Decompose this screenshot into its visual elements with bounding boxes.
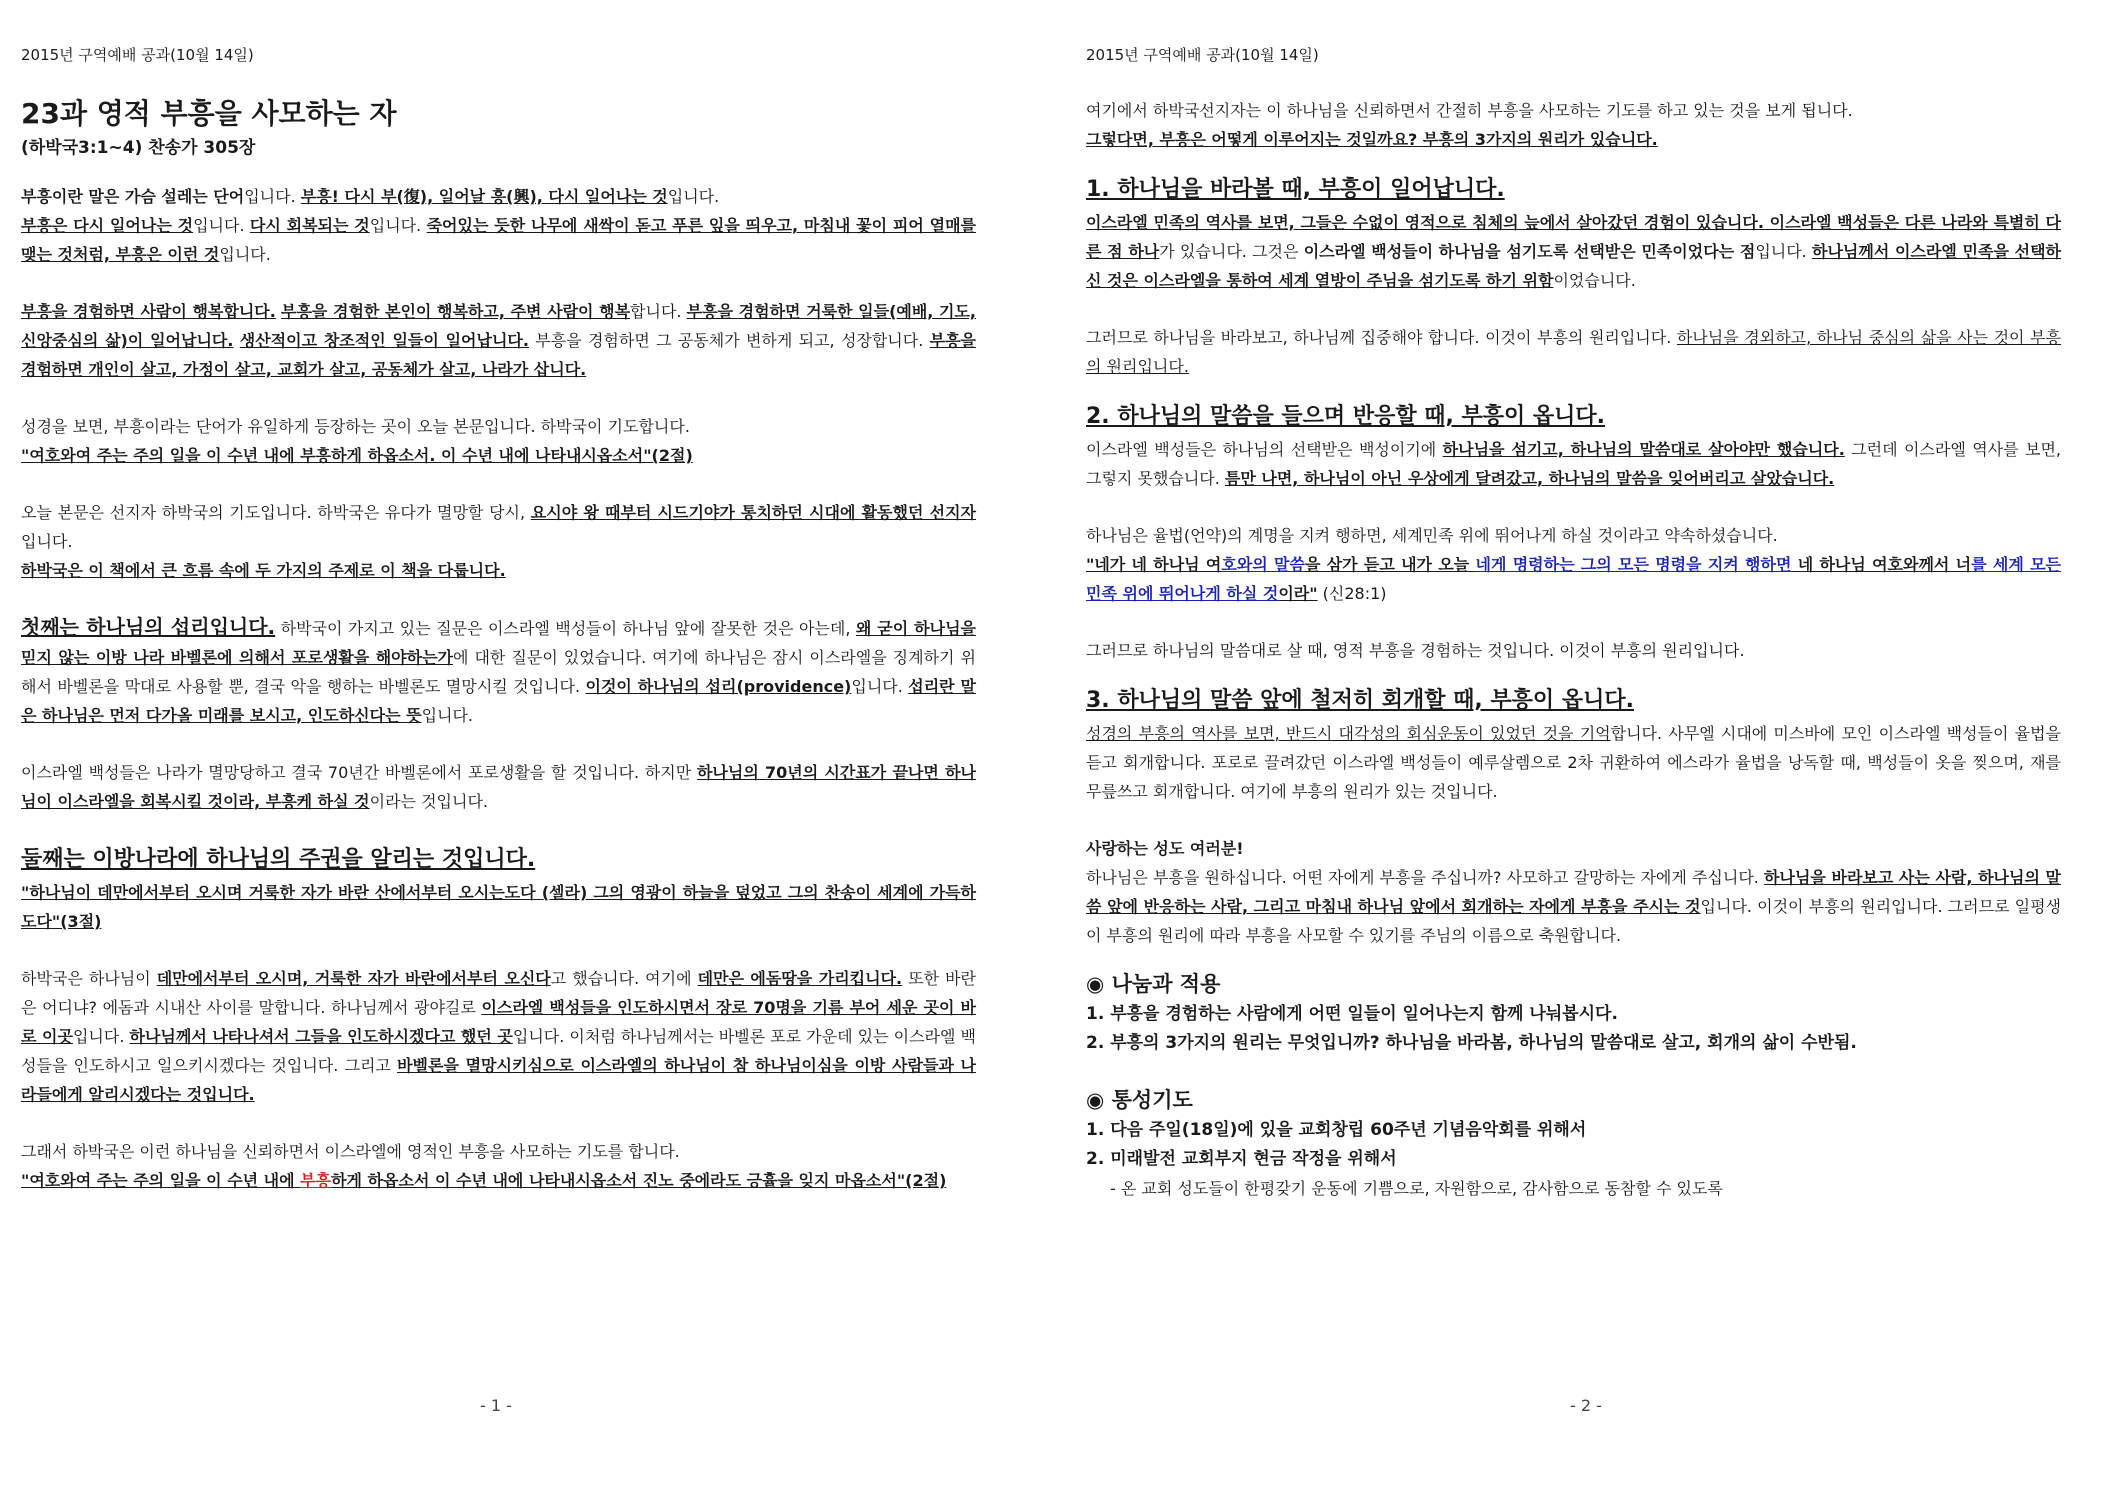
list-item: 2. 부흥의 3가지의 원리는 무엇입니까? 하나님을 바라봄, 하나님의 말씀대로 살고, 회개의 삶이 수반됨.	[1086, 1033, 1857, 1053]
principle-3-text: 성경의 부흥의 역사를 보면, 반드시 대각성의 회심운동이 있었던 것을 기억합니다. 사무엘 시대에 미스바에 모인 이스라엘 백성들이 율법을 듣고 회개합니다. 포로로 끌려갔던 이스라엘 백성들이 예루살렘으로 2차 귀환하여 에스라가 율법을 낭독할 때, 백성들이 옷을 찢으며, 재를 무릎쓰고 회개합니다. 여기에 부흥의 원리가 있는 것입니다.	[1086, 724, 2062, 801]
lesson-subtitle: (하박국3:1~4) 찬송가 305장	[21, 138, 256, 158]
list-item: 1. 다음 주일(18일)에 있을 교회창립 60주년 기념음악회를 위해서	[1086, 1120, 1587, 1140]
page-2-body	[1086, 96, 2061, 1203]
page-1-body	[21, 96, 976, 1195]
paragraph-teman: 하박국은 하나님이 데만에서부터 오시며, 거룩한 자가 바란에서부터 오신다고 했습니다. 여기에 데만은 에돔땅을 가리킵니다. 또한 바란은 어디냐? 에돔과 시내산 사이를 말합니다. 하나님께서 광야길로 이스라엘 백성들을 인도하시면서 장로 70명을 기름 부어 세운 곳이 바로 이곳입니다. 하나님께서 나타나셔서 그들을 인도하시겠다고 했던 곳입니다. 이처럼 하나님께서는 바벨론 포로 가운데 있는 이스라엘 백성들을 인도하시고 일으키시겠다는 것입니다. 그리고 바벨론을 멸망시키심으로 이스라엘의 하나님이 참 하나님이심을 이방 사람들과 나라들에게 알리시겠다는 것입니다.	[21, 969, 976, 1104]
share-apply-heading: ◉ 나눔과 적용	[1086, 972, 1221, 996]
principle-2-text: 이스라엘 백성들은 하나님의 선택받은 백성이기에 하나님을 섬기고, 하나님의 말씀대로 살아야만 했습니다. 그런데 이스라엘 역사를 보면, 그렇지 못했습니다. 틈만 나면, 하나님이 아닌 우상에게 달려갔고, 하나님의 말씀을 잊어버리고 살았습니다.	[1086, 440, 2062, 488]
paragraph-providence: 첫째는 하나님의 섭리입니다. 하박국이 가지고 있는 질문은 이스라엘 백성들이 하나님 앞에 잘못한 것은 아는데, 왜 굳이 하나님을 믿지 않는 이방 나라 바벨론에 의해서 포로생활을 해야하는가에 대한 질문이 있었습니다. 여기에 하나님은 잠시 이스라엘을 징계하기 위해서 바벨론을 막대로 사용할 뿐, 결국 악을 행하는 바벨론도 멸망시킬 것입니다. 이것이 하나님의 섭리(providence)입니다. 섭리란 말은 하나님은 먼저 다가올 미래를 보시고, 인도하신다는 뜻입니다.	[21, 615, 976, 725]
prayer-heading: ◉ 통성기도	[1086, 1088, 1193, 1112]
principle-2-verse: 하나님은 율법(언약)의 계명을 지켜 행하면, 세계민족 위에 뛰어나게 하실 것이라고 약속하셨습니다. "네가 네 하나님 여호와의 말씀을 삼가 듣고 내가 오늘 네게 명령하는 그의 모든 명령을 지켜 행하면 네 하나님 여호와께서 너를 세계 모든 민족 위에 뛰어나게 하실 것이라" (신28:1)	[1086, 526, 2061, 603]
paragraph-revival-meaning: 부흥이란 말은 가슴 설레는 단어입니다. 부흥! 다시 부(復), 일어날 흥(興), 다시 일어나는 것입니다. 부흥은 다시 일어나는 것입니다. 다시 회복되는 것입니다. 죽어있는 듯한 나무에 새싹이 돋고 푸른 잎을 띄우고, 마침내 꽃이 피어 열매를 맺는 것처럼, 부흥은 이런 것입니다.	[21, 187, 976, 264]
share-apply-list	[1086, 1000, 2061, 1058]
paragraph-closing-prayer: 그래서 하박국은 이런 하나님을 신뢰하면서 이스라엘에 영적인 부흥을 사모하는 기도를 합니다. "여호와여 주는 주의 일을 이 수년 내에 부흥하게 하옵소서 이 수년 내에 나타내시옵소서 진노 중에라도 긍휼을 잊지 마옵소서"(2절)	[21, 1142, 947, 1190]
list-subitem: - 온 교회 성도들이 한평갖기 운동에 기쁨으로, 자원함으로, 감사함으로 동참할 수 있도록	[1110, 1179, 1723, 1198]
page-header: 2015년 구역예배 공과(10월 14일)	[1086, 46, 1319, 64]
list-item: 1. 부흥을 경험하는 사람에게 어떤 일들이 일어나는지 함께 나눠봅시다.	[1086, 1004, 1618, 1024]
lesson-title: 23과 영적 부흥을 사모하는 자	[21, 97, 397, 130]
principle-1-heading: 1. 하나님을 바라볼 때, 부흥이 일어납니다.	[1086, 177, 1505, 202]
paragraph-habakkuk: 오늘 본문은 선지자 하박국의 기도입니다. 하박국은 유다가 멸망할 당시, 요시야 왕 때부터 시드기야가 통치하던 시대에 활동했던 선지자입니다. 하박국은 이 책에서 큰 흐름 속에 두 가지의 주제로 이 책을 다룹니다.	[21, 503, 976, 580]
principle-2-heading: 2. 하나님의 말씀을 들으며 반응할 때, 부흥이 옵니다.	[1086, 404, 1606, 429]
page-2	[1052, 0, 2104, 1488]
paragraph-seventy-years: 이스라엘 백성들은 나라가 멸망당하고 결국 70년간 바벨론에서 포로생활을 할 것입니다. 하지만 하나님의 70년의 시간표가 끝나면 하나님이 이스라엘을 회복시킬 것이라, 부흥케 하실 것이라는 것입니다.	[21, 763, 976, 811]
page-header: 2015년 구역예배 공과(10월 14일)	[21, 46, 254, 64]
page-number: - 1 -	[480, 1396, 512, 1415]
principle-1-conclusion: 그러므로 하나님을 바라보고, 하나님께 집중해야 합니다. 이것이 부흥의 원리입니다. 하나님을 경외하고, 하나님 중심의 삶을 사는 것이 부흥의 원리입니다.	[1086, 328, 2061, 376]
paragraph-scripture-intro: 성경을 보면, 부흥이라는 단어가 유일하게 등장하는 곳이 오늘 본문입니다. 하박국이 기도합니다. "여호와여 주는 주의 일을 이 수년 내에 부흥하게 하옵소서. 이 수년 내에 나타내시옵소서"(2절)	[21, 417, 693, 465]
principle-1-text: 이스라엘 민족의 역사를 보면, 그들은 수없이 영적으로 침체의 늪에서 살아갔던 경험이 있습니다. 이스라엘 백성들은 다른 나라와 특별히 다른 점 하나가 있습니다. 그것은 이스라엘 백성들이 하나님을 섬기도록 선택받은 민족이었다는 점입니다. 하나님께서 이스라엘 민족을 선택하신 것은 이스라엘을 통하여 세계 열방이 주님을 섬기도록 하기 위함이었습니다.	[1086, 213, 2061, 290]
paragraph-revival-experience: 부흥을 경험하면 사람이 행복합니다. 부흥을 경험한 본인이 행복하고, 주변 사람이 행복합니다. 부흥을 경험하면 거룩한 일들(예배, 기도, 신앙중심의 삶)이 일어납니다. 생산적이고 창조적인 일들이 일어납니다. 부흥을 경험하면 그 공동체가 변하게 되고, 성장합니다. 부흥을 경험하면 개인이 살고, 가정이 살고, 교회가 살고, 공동체가 살고, 나라가 삽니다.	[21, 302, 976, 379]
section-heading-second: 둘째는 이방나라에 하나님의 주권을 알리는 것입니다.	[21, 847, 536, 872]
paragraph-intro: 여기에서 하박국선지자는 이 하나님을 신뢰하면서 간절히 부흥을 사모하는 기도를 하고 있는 것을 보게 됩니다. 그렇다면, 부흥은 어떻게 이루어지는 것일까요? 부흥의 3가지의 원리가 있습니다.	[1086, 101, 1853, 149]
prayer-list	[1086, 1116, 2061, 1203]
principle-3-heading: 3. 하나님의 말씀 앞에 철저히 회개할 때, 부흥이 옵니다.	[1086, 688, 1634, 713]
exhortation: 사랑하는 성도 여러분! 하나님은 부흥을 원하십니다. 어떤 자에게 부흥을 주십니까? 사모하고 갈망하는 자에게 주십니다. 하나님을 바라보고 사는 사람, 하나님의 말씀 앞에 반응하는 사람, 그리고 마침내 하나님 앞에서 회개하는 자에게 부흥을 주시는 것입니다. 이것이 부흥의 원리입니다. 그러므로 일평생 이 부흥의 원리에 따라 부흥을 사모할 수 있기를 주님의 이름으로 축원합니다.	[1086, 839, 2061, 945]
principle-2-conclusion: 그러므로 하나님의 말씀대로 살 때, 영적 부흥을 경험하는 것입니다. 이것이 부흥의 원리입니다.	[1086, 641, 1745, 660]
list-item: 2. 미래발전 교회부지 현금 작정을 위해서	[1086, 1149, 1397, 1169]
paragraph-verse-3: "하나님이 데만에서부터 오시며 거룩한 자가 바란 산에서부터 오시는도다 (셀라) 그의 영광이 하늘을 덮었고 그의 찬송이 세계에 가득하도다"(3절)	[21, 883, 976, 931]
page-number: - 2 -	[1570, 1396, 1602, 1415]
